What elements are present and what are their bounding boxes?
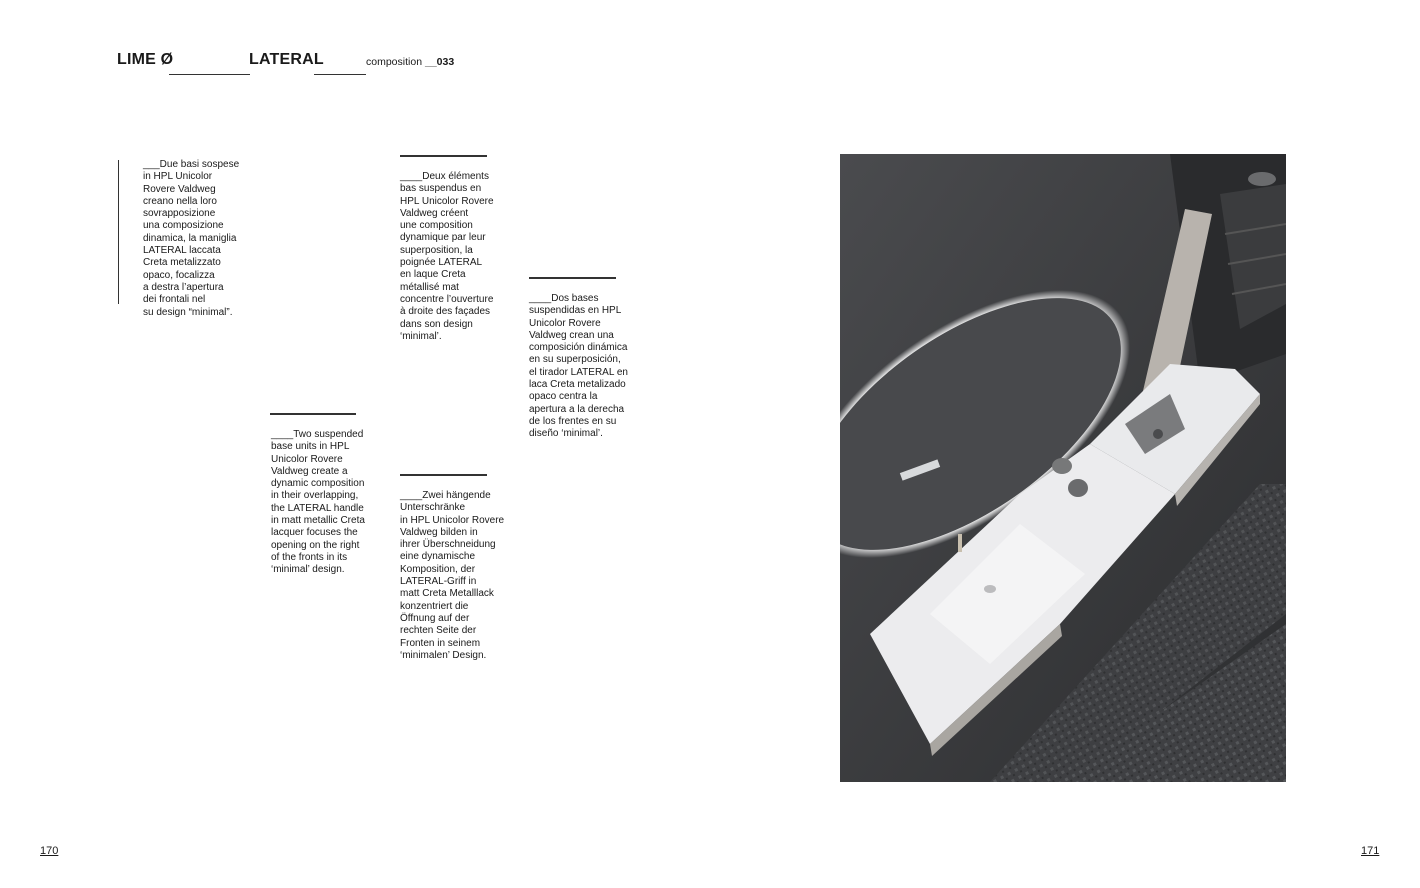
french-rule [400,155,487,157]
bathroom-photo [840,154,1286,782]
page-number-left: 170 [40,845,59,857]
composition-label: composition [366,56,423,68]
italian-side-bar [118,160,119,304]
french-description: ____Deux éléments bas suspendus en HPL Unicolor Rovere Valdweg créent une composition dynamique par leur superposition, la poignée LATERAL en laque Creta métallisé mat concentre l’ouverture à droite des façades dans son design ‘minimal’. [400,171,494,342]
handle-name: LATERAL [249,51,324,68]
composition-number: __033 [425,56,455,68]
spanish-description: ____Dos bases suspendidas en HPL Unicolor Rovere Valdweg crean una composición dinámica en su superposición, el tirador LATERAL en laca Creta metalizado opaco centra la apertura a la derecha de los frentes en su diseño ‘minimal’. [529,293,628,440]
spanish-rule [529,277,616,279]
german-rule [400,474,487,476]
german-description: ____Zwei hängende Unterschränke in HPL Unicolor Rovere Valdweg bilden in ihrer Überschneidung eine dynamische Komposition, der LATERAL-Griff in matt Creta Metalllack konzentriert die Öffnung auf der rechten Seite der Fronten in seinem ‘minimalen’ Design. [400,490,505,661]
italian-description: ___Due basi sospese in HPL Unicolor Rovere Valdweg creano nella loro sovrapposizione una composizione dinamica, la maniglia LATERAL laccata Creta metalizzato opaco, focalizza a destra l’apertura dei frontali nel su design “minimal”. [143,159,240,318]
product-name: LIME Ø [117,51,174,68]
english-description: ____Two suspended base units in HPL Unicolor Rovere Valdweg create a dynamic composition in their overlapping, the LATERAL handle in matt metallic Creta lacquer focuses the opening on the right of the fronts in its ‘minimal’ design. [271,429,365,576]
page-number-right: 171 [1361,845,1380,857]
header-underline-1 [169,74,250,75]
header-underline-2 [314,74,366,75]
english-rule [270,413,356,415]
